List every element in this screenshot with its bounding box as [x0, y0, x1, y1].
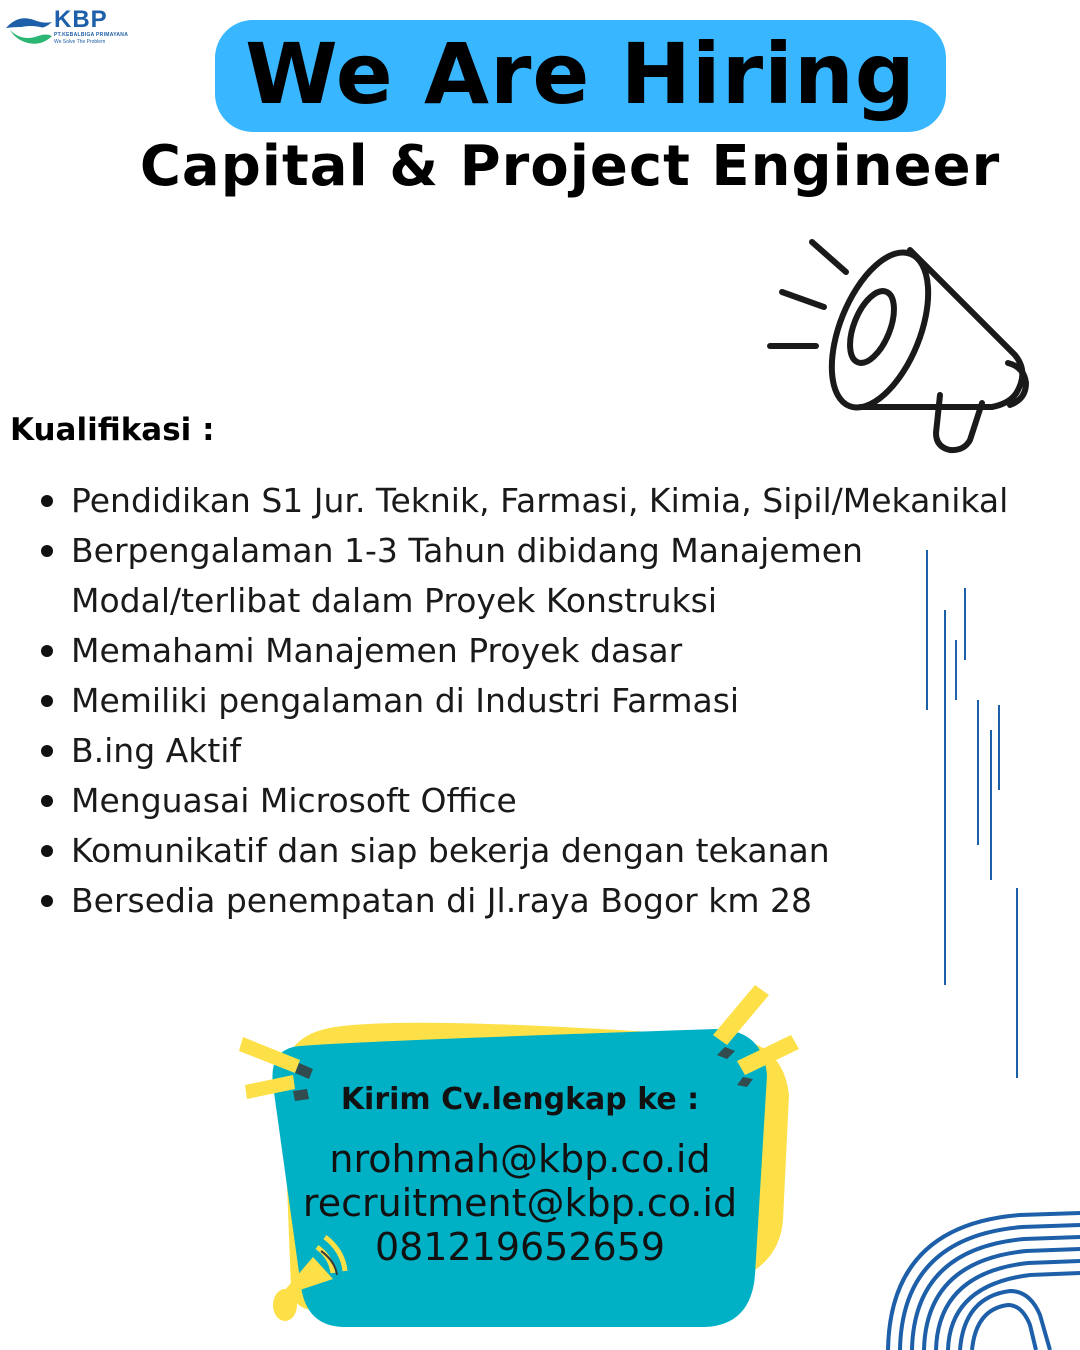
megaphone-icon [760, 235, 1040, 460]
decorative-arcs [880, 1205, 1080, 1350]
contact-email-2[interactable]: recruitment@kbp.co.id [302, 1181, 738, 1225]
qualifications-title: Kualifikasi : [10, 412, 215, 448]
logo-tagline: We Solve The Problem [54, 39, 106, 45]
decorative-lines [910, 540, 1040, 1100]
logo-company: PT.KEBALBIGA PRIMAYANA [54, 32, 129, 38]
qualification-item: Komunikatif dan siap bekerja dengan tekanan [38, 826, 1038, 876]
contact-email-1[interactable]: nrohmah@kbp.co.id [329, 1137, 711, 1181]
qualification-item: Bersedia penempatan di Jl.raya Bogor km 28 [38, 876, 1038, 926]
qualification-item: Menguasai Microsoft Office [38, 776, 1038, 826]
qualifications-list [38, 476, 1038, 926]
qualification-item: Pendidikan S1 Jur. Teknik, Farmasi, Kimia, Sipil/Mekanikal [38, 476, 1038, 526]
qualification-item: B.ing Aktif [38, 726, 1038, 776]
contact-title: Kirim Cv.lengkap ke : [340, 1082, 700, 1117]
contact-phone[interactable]: 081219652659 [374, 1225, 666, 1269]
qualification-item: Memiliki pengalaman di Industri Farmasi [38, 676, 1038, 726]
qualification-item: Memahami Manajemen Proyek dasar [38, 626, 1038, 676]
logo-name: KBP [54, 6, 108, 33]
position-title: Capital & Project Engineer [139, 134, 1001, 199]
page-title: We Are Hiring [245, 25, 916, 123]
qualification-item: Berpengalaman 1-3 Tahun dibidang Manajemen Modal/terlibat dalam Proyek Konstruksi [38, 526, 921, 626]
